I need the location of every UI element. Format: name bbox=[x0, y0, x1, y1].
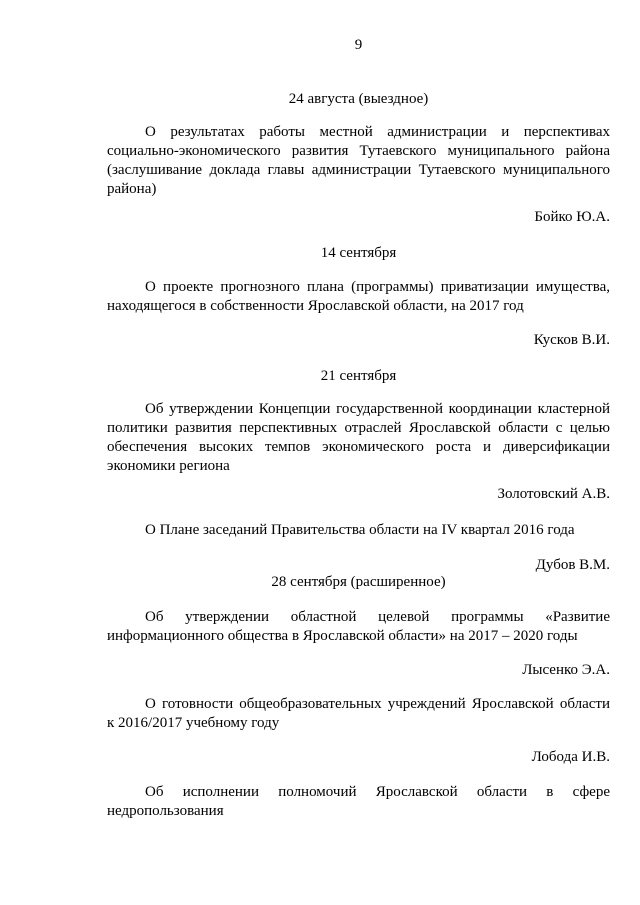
meeting-date: 14 сентября bbox=[320, 245, 397, 261]
speaker-name: Бойко Ю.А. bbox=[534, 209, 610, 225]
agenda-item bbox=[107, 695, 610, 733]
meeting-date: 21 сентября bbox=[320, 368, 397, 384]
agenda-item-line: обеспечения высоких темпов экономического роста и диверсификации bbox=[107, 439, 610, 455]
agenda-item-line: Об исполнении полномочий Ярославской области в сфере bbox=[145, 784, 610, 800]
agenda-item-line: политики развития перспективных отраслей Ярославской области с целью bbox=[107, 420, 610, 436]
agenda-item bbox=[107, 123, 610, 199]
agenda-item-line: Об утверждении Концепции государственной координации кластерной bbox=[145, 401, 610, 417]
agenda-item bbox=[107, 400, 610, 476]
agenda-item-line: О результатах работы местной администрации и перспективах bbox=[145, 124, 610, 140]
agenda-item-line: Об утверждении областной целевой программы «Развитие bbox=[145, 609, 610, 625]
agenda-item-line: О проекте прогнозного плана (программы) приватизации имущества, bbox=[145, 279, 610, 295]
agenda-item-line: недропользования bbox=[107, 803, 224, 819]
agenda-item-line: района) bbox=[107, 181, 157, 197]
agenda-item-line: социально-экономического развития Тутаевского муниципального района bbox=[107, 143, 610, 159]
agenda-item bbox=[107, 278, 610, 316]
agenda-item-line: экономики региона bbox=[107, 458, 230, 474]
page-number: 9 bbox=[354, 37, 363, 53]
speaker-name: Лобода И.В. bbox=[531, 749, 610, 765]
agenda-item-line: информационного общества в Ярославской области» на 2017 – 2020 годы bbox=[107, 628, 578, 644]
speaker-name: Золотовский А.В. bbox=[497, 486, 610, 502]
speaker-name: Дубов В.М. bbox=[535, 557, 610, 573]
agenda-item-line: (заслушивание доклада главы администрации Тутаевского муниципального bbox=[107, 162, 610, 178]
agenda-item-line: к 2016/2017 учебному году bbox=[107, 715, 280, 731]
meeting-date: 24 августа (выездное) bbox=[288, 91, 429, 107]
speaker-name: Кусков В.И. bbox=[533, 332, 610, 348]
agenda-item-line: находящегося в собственности Ярославской области, на 2017 год bbox=[107, 298, 524, 314]
agenda-item bbox=[107, 521, 610, 540]
agenda-item-line: О готовности общеобразовательных учреждений Ярославской области bbox=[145, 696, 610, 712]
speaker-name: Лысенко Э.А. bbox=[522, 662, 610, 678]
agenda-item bbox=[107, 608, 610, 646]
agenda-item-line: О Плане заседаний Правительства области на IV квартал 2016 года bbox=[145, 522, 575, 538]
meeting-date: 28 сентября (расширенное) bbox=[271, 574, 446, 590]
agenda-item bbox=[107, 783, 610, 821]
